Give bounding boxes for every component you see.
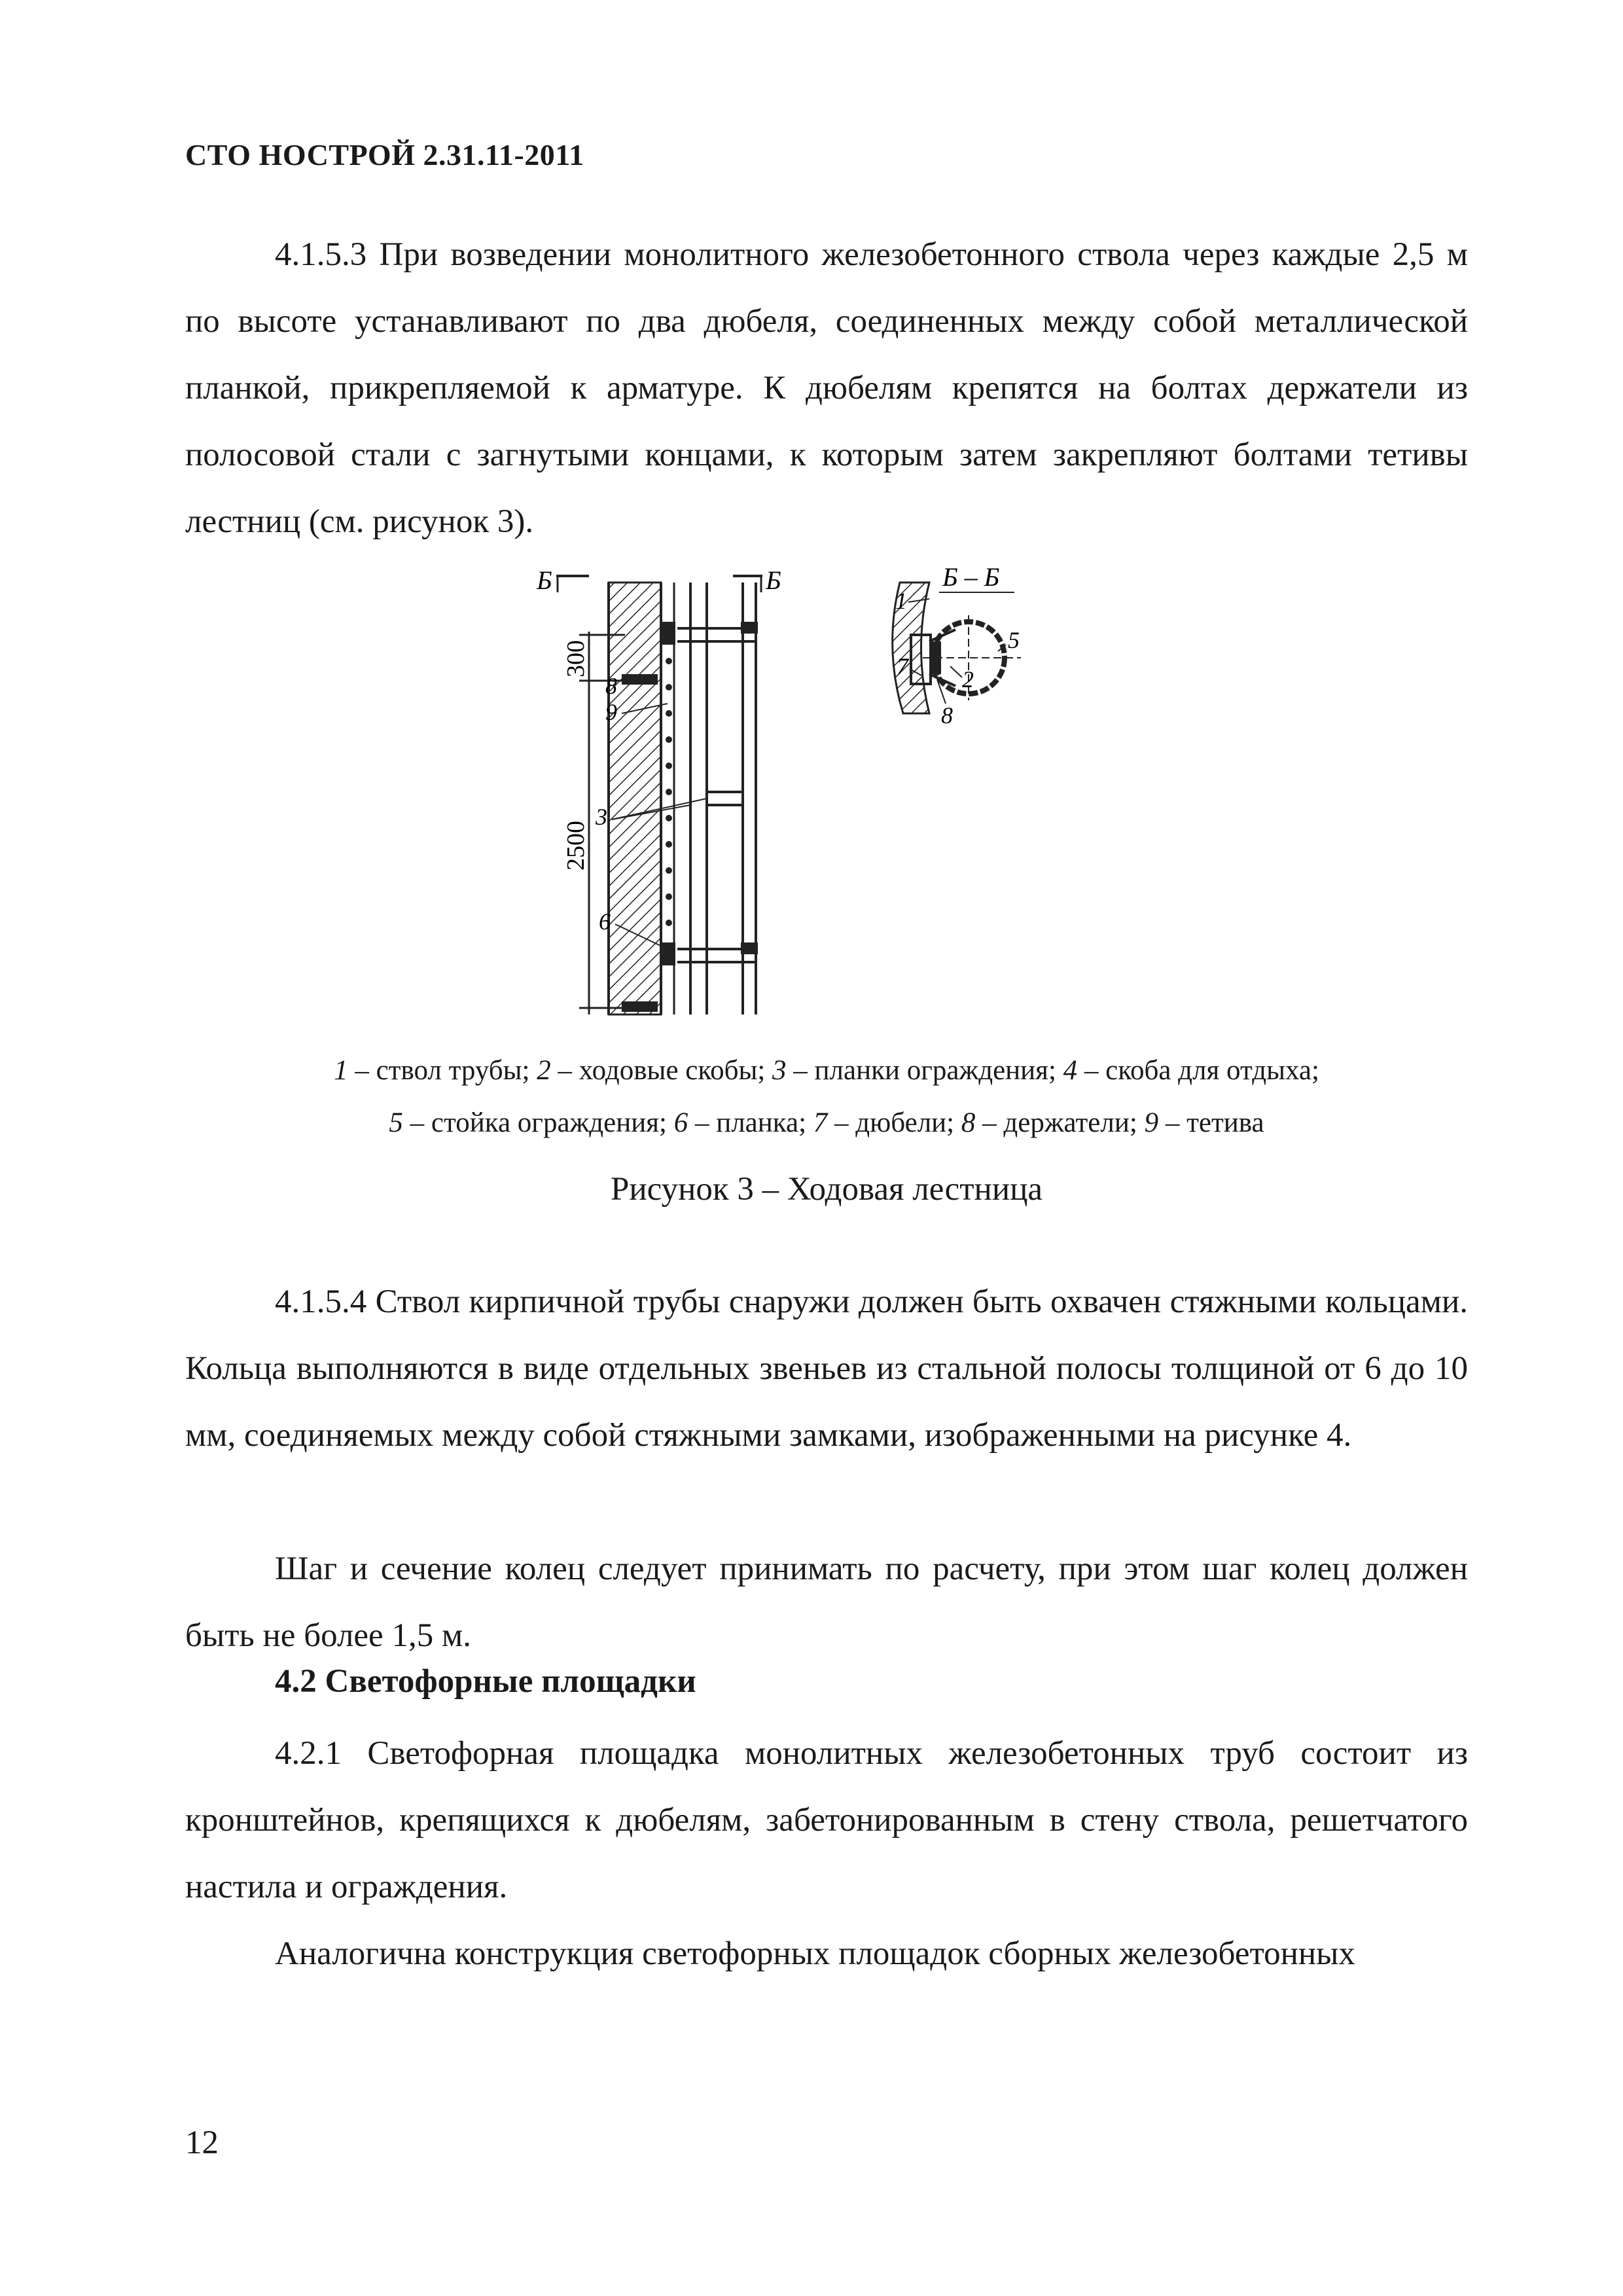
callout-5: 5 — [1008, 627, 1020, 653]
dimension-300: 300 — [562, 640, 590, 677]
callout-9: 9 — [605, 699, 617, 725]
chimney-wall — [609, 583, 661, 1014]
legend-num: 7 — [813, 1107, 828, 1138]
legend-num: 4 — [1063, 1055, 1078, 1086]
paragraph-4-1-5-4: 4.1.5.4 Ствол кирпичной трубы снаружи должен быть охвачен стяжными кольцами. Кольца выполняются в виде отдельных звеньев из стальной полосы толщиной от 6 до 10 мм, соединяемых между собой стяжными замками, изображенными на рисунке 4. — [185, 1283, 1468, 1454]
paragraph-4-2-1: 4.2.1 Светофорная площадка монолитных железобетонных труб состоит из кронштейнов, крепящихся к дюбелям, забетонированным в стену ствола, решетчатого настила и ограждения. — [185, 1735, 1468, 1905]
callout-8: 8 — [605, 673, 617, 699]
section-mark-right: Б — [766, 565, 781, 595]
legend-text: – ствол трубы; — [348, 1055, 537, 1086]
dimension-2500: 2500 — [562, 821, 590, 870]
section-heading-4-2: 4.2 Светофорные площадки — [275, 1663, 696, 1700]
callout-3: 3 — [596, 804, 607, 830]
page-number: 12 — [185, 2125, 219, 2161]
legend-num: 2 — [537, 1055, 551, 1086]
section-title: Б – Б — [942, 562, 1000, 592]
legend-text: – дюбели; — [827, 1107, 961, 1138]
legend-text: – тетива — [1158, 1107, 1264, 1138]
callout-8-section: 8 — [941, 702, 953, 728]
elevation-view — [536, 565, 781, 1014]
legend-num: 3 — [772, 1055, 787, 1086]
legend-num: 5 — [389, 1107, 403, 1138]
legend-num: 9 — [1144, 1107, 1159, 1138]
callout-6: 6 — [599, 908, 611, 935]
legend-num: 6 — [673, 1107, 688, 1138]
ladder-drawing — [510, 556, 1099, 1028]
legend-text: – скоба для отдыха; — [1077, 1055, 1319, 1086]
section-view — [893, 562, 1021, 728]
legend-num: 1 — [334, 1055, 348, 1086]
legend-text: – планка; — [688, 1107, 813, 1138]
figure-legend-line-1 — [185, 1045, 1468, 1097]
document-code-header: СТО НОСТРОЙ 2.31.11-2011 — [185, 138, 584, 171]
rung-dots — [666, 658, 672, 926]
figure-legend-line-2 — [185, 1097, 1468, 1149]
callout-2: 2 — [962, 666, 974, 692]
section-mark-left: Б — [537, 565, 552, 595]
legend-text: – ходовые скобы; — [550, 1055, 773, 1086]
legend-num: 8 — [961, 1107, 976, 1138]
paragraph-4-1-5-3: 4.1.5.3 При возведении монолитного железобетонного ствола через каждые 2,5 м по высоте устанавливают по два дюбеля, соединенных между собой металлической планкой, прикрепляемой к арматуре. К дюбелям крепятся на болтах держатели из полосовой стали с загнутыми концами, к которым затем закрепляют болтами тетивы лестниц (см. рисунок 3). — [185, 236, 1468, 540]
callout-7: 7 — [897, 653, 908, 679]
paragraph-ring-step: Шаг и сечение колец следует принимать по расчету, при этом шаг колец должен быть не более 1,5 м. — [185, 1551, 1468, 1654]
paragraph-analog: Аналогична конструкция светофорных площадок сборных железобетонных — [275, 1935, 1355, 1972]
legend-text: – держатели; — [975, 1107, 1145, 1138]
callout-1: 1 — [895, 588, 907, 614]
figure-caption: Рисунок 3 – Ходовая лестница — [610, 1171, 1043, 1208]
legend-text: – стойка ограждения; — [402, 1107, 674, 1138]
legend-text: – планки ограждения; — [786, 1055, 1063, 1086]
